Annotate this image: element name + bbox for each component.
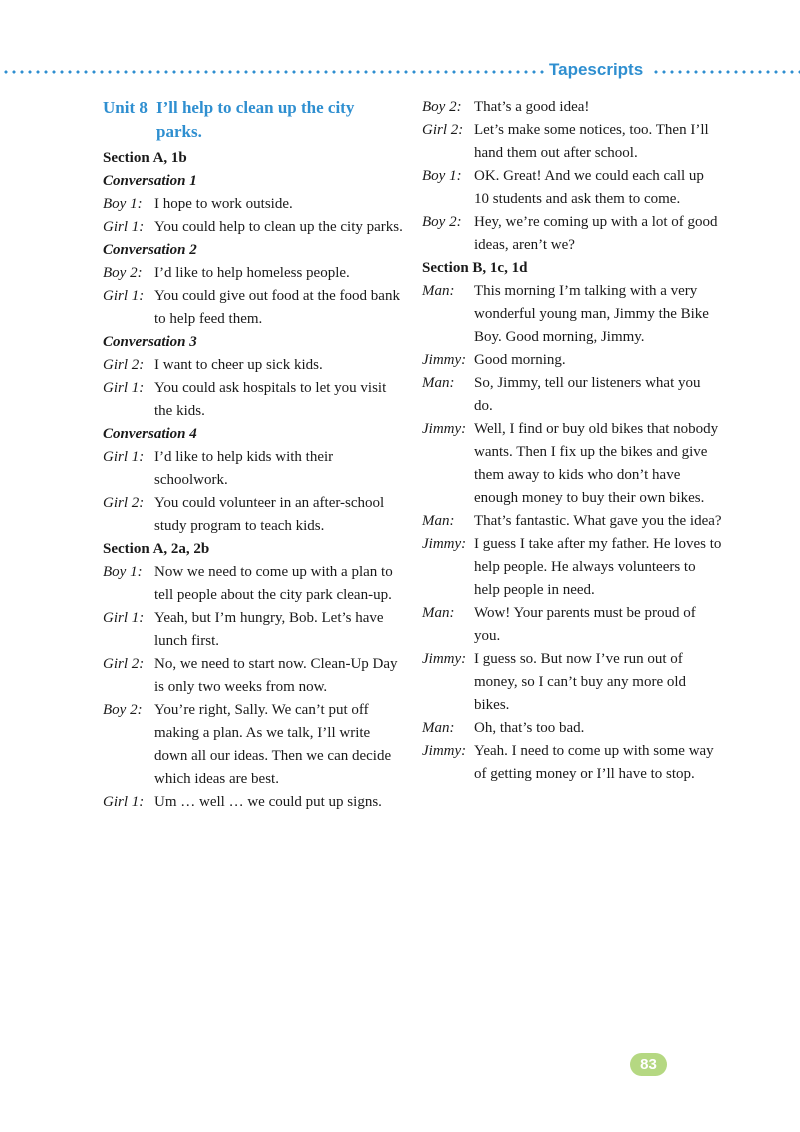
speaker: Jimmy: bbox=[422, 536, 467, 552]
dialogue-line bbox=[422, 211, 722, 257]
dialogue-line bbox=[103, 791, 403, 814]
dialogue-line bbox=[103, 216, 403, 239]
dialogue-line bbox=[422, 372, 722, 418]
utterance: Hey, we’re coming up with a lot of good ideas, aren’t we? bbox=[474, 214, 718, 253]
dialogue-line bbox=[103, 354, 403, 377]
utterance: I’d like to help homeless people. bbox=[154, 265, 350, 281]
dialogue-line bbox=[103, 607, 403, 653]
conversation-heading: Conversation 1 bbox=[103, 173, 197, 189]
dialogue-line bbox=[103, 285, 403, 331]
header-title: Tapescripts bbox=[549, 60, 644, 79]
page-number-badge: 83 bbox=[630, 1053, 667, 1076]
utterance: Good morning. bbox=[474, 352, 566, 368]
speaker: Girl 2: bbox=[103, 357, 145, 373]
utterance: So, Jimmy, tell our listeners what you do. bbox=[474, 375, 701, 414]
utterance: Yeah, but I’m hungry, Bob. Let’s have lunch first. bbox=[154, 610, 384, 649]
speaker: Jimmy: bbox=[422, 651, 467, 667]
utterance: That’s a good idea! bbox=[474, 99, 590, 115]
utterance: I hope to work outside. bbox=[154, 196, 293, 212]
dialogue-line bbox=[103, 262, 403, 285]
utterance: I want to cheer up sick kids. bbox=[154, 357, 323, 373]
dialogue-line bbox=[422, 165, 722, 211]
speaker: Boy 1: bbox=[103, 196, 143, 212]
utterance: You could give out food at the food bank to help feed them. bbox=[154, 288, 400, 327]
unit-number: Unit 8 bbox=[103, 98, 148, 117]
conversation-heading: Conversation 4 bbox=[103, 426, 197, 442]
utterance: I guess so. But now I’ve run out of money, so I can’t buy any more old bikes. bbox=[474, 651, 687, 713]
utterance: You could ask hospitals to let you visit the kids. bbox=[154, 380, 387, 419]
utterance: That’s fantastic. What gave you the idea? bbox=[474, 513, 722, 529]
conversation-heading: Conversation 2 bbox=[103, 242, 197, 258]
page-header bbox=[0, 58, 800, 88]
dialogue-line bbox=[103, 446, 403, 492]
section-heading: Section A, 2a, 2b bbox=[103, 541, 210, 557]
dialogue-line bbox=[422, 717, 722, 740]
dialogue-line bbox=[422, 510, 722, 533]
dotted-rule-right bbox=[652, 70, 800, 74]
dialogue-line bbox=[422, 418, 722, 510]
speaker: Man: bbox=[422, 283, 455, 299]
speaker: Jimmy: bbox=[422, 743, 467, 759]
dialogue-line bbox=[103, 193, 403, 216]
speaker: Girl 2: bbox=[422, 122, 464, 138]
speaker: Boy 2: bbox=[422, 214, 462, 230]
dialogue-line bbox=[103, 561, 403, 607]
utterance: Um … well … we could put up signs. bbox=[154, 794, 382, 810]
speaker: Girl 1: bbox=[103, 449, 145, 465]
speaker: Girl 1: bbox=[103, 219, 145, 235]
speaker: Boy 2: bbox=[103, 702, 143, 718]
speaker: Boy 2: bbox=[103, 265, 143, 281]
utterance: You could help to clean up the city parks. bbox=[154, 219, 403, 235]
dialogue-line bbox=[422, 648, 722, 717]
utterance: Now we need to come up with a plan to tell people about the city park clean-up. bbox=[154, 564, 393, 603]
speaker: Girl 1: bbox=[103, 794, 145, 810]
right-column bbox=[422, 96, 722, 786]
dialogue-line bbox=[422, 740, 722, 786]
utterance: Wow! Your parents must be proud of you. bbox=[474, 605, 696, 644]
dialogue-line bbox=[103, 699, 403, 791]
utterance: Yeah. I need to come up with some way of getting money or I’ll have to stop. bbox=[474, 743, 714, 782]
utterance: OK. Great! And we could each call up 10 students and ask them to come. bbox=[474, 168, 704, 207]
speaker: Girl 2: bbox=[103, 656, 145, 672]
speaker: Boy 1: bbox=[103, 564, 143, 580]
dialogue-line bbox=[103, 653, 403, 699]
unit-title-text: I’ll help to clean up the city parks. bbox=[156, 98, 355, 141]
dialogue-line bbox=[422, 602, 722, 648]
utterance: I guess I take after my father. He loves to help people. He always volunteers to help people in need. bbox=[474, 536, 722, 598]
section-heading: Section B, 1c, 1d bbox=[422, 260, 528, 276]
section-heading: Section A, 1b bbox=[103, 150, 187, 166]
dialogue-line bbox=[422, 96, 722, 119]
dialogue-line bbox=[422, 119, 722, 165]
conversation-heading: Conversation 3 bbox=[103, 334, 197, 350]
utterance: Oh, that’s too bad. bbox=[474, 720, 585, 736]
speaker: Man: bbox=[422, 720, 455, 736]
utterance: You could volunteer in an after-school study program to teach kids. bbox=[154, 495, 385, 534]
utterance: Let’s make some notices, too. Then I’ll hand them out after school. bbox=[474, 122, 709, 161]
utterance: This morning I’m talking with a very wonderful young man, Jimmy the Bike Boy. Good morning, Jimmy. bbox=[474, 283, 709, 345]
left-column bbox=[103, 96, 403, 814]
utterance: No, we need to start now. Clean-Up Day is only two weeks from now. bbox=[154, 656, 398, 695]
utterance: Well, I find or buy old bikes that nobody wants. Then I fix up the bikes and give them away to kids who don’t have enough money to buy their own bikes. bbox=[474, 421, 719, 506]
speaker: Boy 2: bbox=[422, 99, 462, 115]
dialogue-line bbox=[422, 349, 722, 372]
speaker: Man: bbox=[422, 375, 455, 391]
dialogue-line bbox=[103, 492, 403, 538]
speaker: Man: bbox=[422, 513, 455, 529]
speaker: Jimmy: bbox=[422, 421, 467, 437]
speaker: Girl 1: bbox=[103, 380, 145, 396]
dotted-rule-left bbox=[2, 70, 546, 74]
utterance: I’d like to help kids with their schoolwork. bbox=[154, 449, 334, 488]
speaker: Jimmy: bbox=[422, 352, 467, 368]
speaker: Boy 1: bbox=[422, 168, 462, 184]
dialogue-line bbox=[422, 533, 722, 602]
speaker: Girl 1: bbox=[103, 610, 145, 626]
dialogue-line bbox=[103, 377, 403, 423]
dialogue-line bbox=[422, 280, 722, 349]
utterance: You’re right, Sally. We can’t put off making a plan. As we talk, I’ll write down all our ideas. Then we can decide which ideas are best. bbox=[154, 702, 392, 787]
speaker: Man: bbox=[422, 605, 455, 621]
speaker: Girl 2: bbox=[103, 495, 145, 511]
speaker: Girl 1: bbox=[103, 288, 145, 304]
unit-title bbox=[103, 96, 403, 144]
